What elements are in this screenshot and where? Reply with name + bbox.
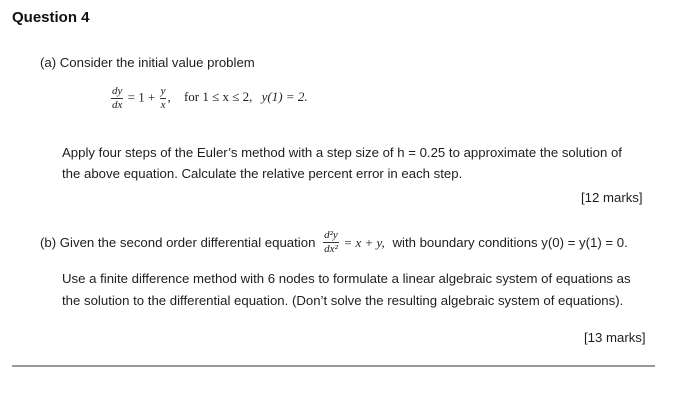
x-denominator: x	[160, 99, 166, 111]
dx2-denominator: dx²	[324, 243, 338, 255]
dy-dx-fraction	[111, 86, 123, 111]
part-b-marks: [13 marks]	[584, 330, 646, 345]
d2y-dx2-fraction	[323, 230, 339, 255]
part-a-equation	[110, 86, 308, 111]
y-over-x-fraction	[160, 86, 167, 111]
part-b-line-2: the solution to the differential equation. (Don’t solve the resulting algebraic system of equations).	[62, 293, 624, 308]
d2y-numerator: d²y	[324, 229, 338, 241]
dx-denominator: dx	[112, 99, 123, 111]
equals-one-plus: = 1 +	[127, 89, 156, 105]
comma: ,	[167, 89, 171, 105]
bottom-divider	[12, 365, 655, 367]
part-a-line-1: Apply four steps of the Euler’s method with a step size of h = 0.25 to approximate the solution of	[62, 145, 622, 160]
part-a-line-2: the above equation. Calculate the relative percent error in each step.	[62, 166, 463, 181]
part-b-rhs: = x + y,	[343, 234, 385, 250]
part-b-first-line	[40, 231, 628, 256]
question-title: Question 4	[12, 9, 90, 26]
part-b-prefix: (b) Given the second order differential equation	[40, 234, 316, 250]
domain-condition: for 1 ≤ x ≤ 2,	[183, 89, 253, 105]
initial-condition: y(1) = 2.	[261, 89, 308, 105]
part-b-boundary-conditions: with boundary conditions y(0) = y(1) = 0.	[392, 234, 628, 250]
part-b-line-1: Use a finite difference method with 6 nodes to formulate a linear algebraic system of equations as	[62, 271, 631, 286]
dy-numerator: dy	[112, 85, 123, 97]
part-a-intro: (a) Consider the initial value problem	[40, 55, 255, 70]
part-a-marks: [12 marks]	[581, 190, 643, 205]
y-numerator: y	[160, 85, 166, 97]
